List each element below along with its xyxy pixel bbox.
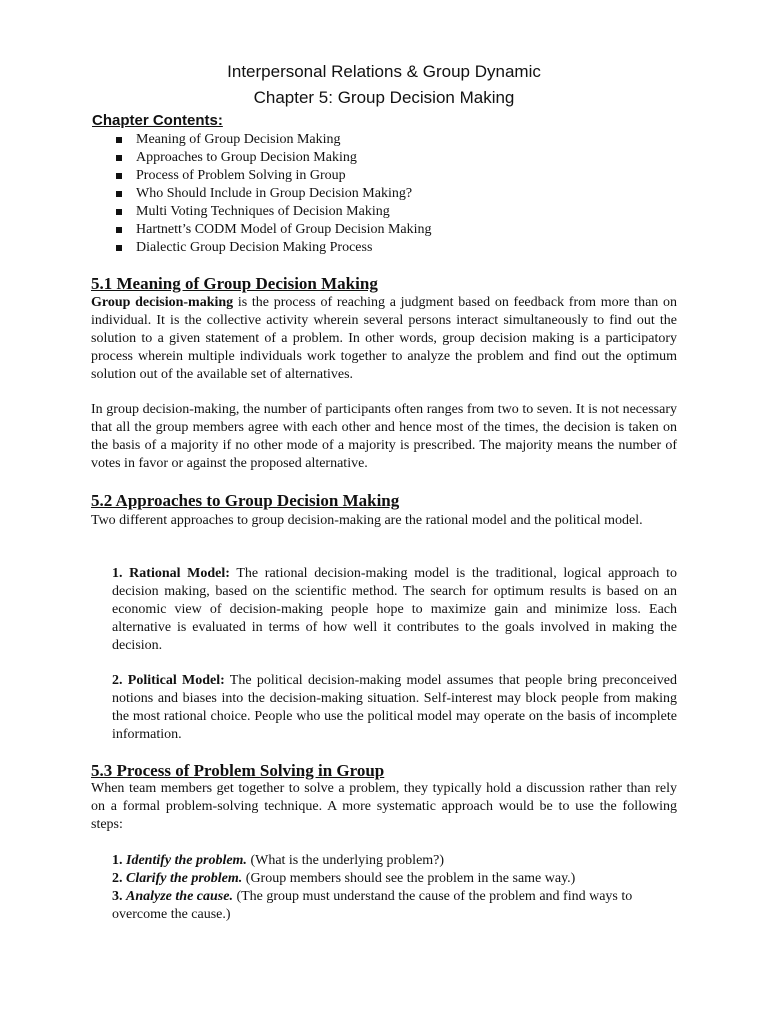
list-item: Multi Voting Techniques of Decision Making [112,203,432,221]
paragraph-rational-model: 1. Rational Model: The rational decision-making model is the traditional, logical approach to decision making, based on the scientific method. The search for optimum results is based on an economic view of decision-making people hope to maximize gain and minimize loss. Each alternative is evaluated in terms of how well it contributes to the goals involved in making the decision. [112,566,677,653]
step-item: 1. Identify the problem. (What is the underlying problem?) [112,853,445,868]
paragraph-meaning: Group decision-making is the process of reaching a judgment based on feedback from more than on individual. It is the collective activity wherein several persons interact simultaneously to find out the solution to a given statement of a problem. In other words, group decision making is a participatory process wherein multiple individuals work together to analyze the problem and find out the optimum solution out of the available set of alternatives. [91,295,678,382]
paragraph-approaches-intro: Two different approaches to group decision-making are the rational model and the political model. [91,513,643,528]
list-item: Dialectic Group Decision Making Process [112,239,432,257]
bullet-icon [116,227,122,233]
paragraph-participants: In group decision-making, the number of participants often ranges from two to seven. It is not necessary that all the group members agree with each other and hence most of the times, the decision is taken on the basis of a majority if no other mode of a majority is prescribed. The majority means the number of votes in favor or against the proposed alternative. [91,402,677,471]
chapter-contents-list [112,131,432,257]
bullet-icon [116,173,122,179]
section-heading-5-2: 5.2 Approaches to Group Decision Making [91,491,400,510]
document-title: Interpersonal Relations & Group Dynamic [227,62,541,81]
step-item: 2. Clarify the problem. (Group members should see the problem in the same way.) [112,871,576,886]
paragraph-political-model: 2. Political Model: The political decision-making model assumes that people bring preconceived notions and biases into the decision-making situation. Self-interest may block people from making the most rational choice. People who use the political model may operate on the basis of incomplete information. [112,673,677,742]
step-item: 3. Analyze the cause. (The group must understand the cause of the problem and find ways to overcome the cause.) [112,889,633,922]
chapter-title: Chapter 5: Group Decision Making [253,88,515,107]
bullet-icon [116,209,122,215]
paragraph-process-intro: When team members get together to solve a problem, they typically hold a discussion rather than rely on a formal problem-solving technique. A more systematic approach would be to use the following steps: [91,781,677,832]
list-item: Process of Problem Solving in Group [112,167,432,185]
bullet-icon [116,155,122,161]
list-item: Meaning of Group Decision Making [112,131,432,149]
bullet-icon [116,137,122,143]
bullet-icon [116,245,122,251]
list-item: Who Should Include in Group Decision Making? [112,185,432,203]
contents-heading: Chapter Contents: [92,112,223,129]
list-item: Approaches to Group Decision Making [112,149,432,167]
bullet-icon [116,191,122,197]
list-item: Hartnett’s CODM Model of Group Decision Making [112,221,432,239]
section-heading-5-3: 5.3 Process of Problem Solving in Group [91,761,385,780]
section-heading-5-1: 5.1 Meaning of Group Decision Making [91,274,378,293]
